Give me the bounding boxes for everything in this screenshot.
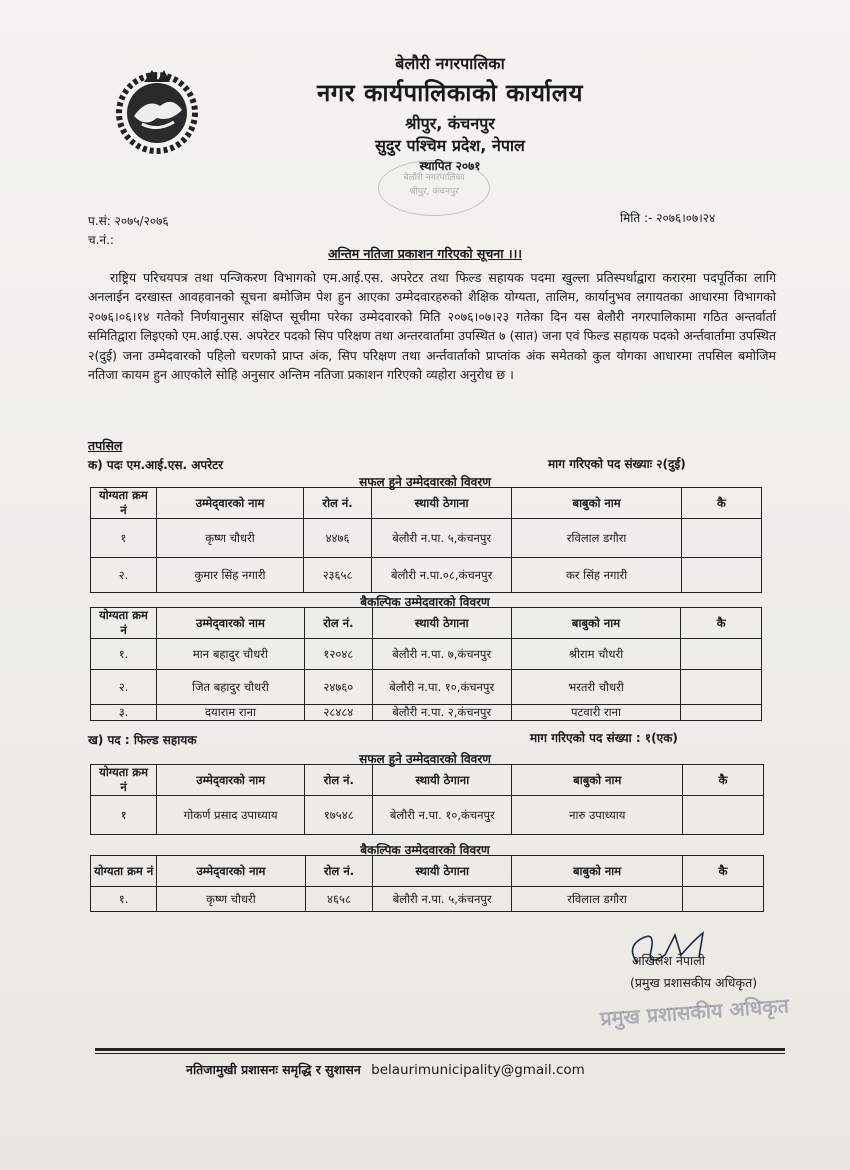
signatory-name: अखिलेश नेपाली [632, 953, 705, 968]
column-header: कै [683, 765, 764, 796]
office-province: सुदुर पश्चिम प्रदेश, नेपाल [375, 136, 525, 155]
designation-stamp: प्रमुख प्रशासकीय अधिकृत [599, 993, 790, 1031]
cell-name: कृष्ण चौधरी [157, 887, 305, 912]
cell-roll: १७५४८ [305, 796, 373, 835]
cell-rank: ३. [91, 705, 157, 721]
column-header: उम्मेद्‌वारको नाम [157, 608, 305, 639]
cell-address: बेलौरी न.पा. ७,कंचनपुर [372, 639, 511, 670]
cell-remarks [683, 796, 764, 835]
cell-name: कुमार सिंह नगारी [156, 558, 303, 593]
column-header: योग्यता क्रम नं [91, 488, 157, 519]
established-year: स्थापित २०७१ [419, 159, 481, 173]
cell-address: बेलौरी न.पा.०८,कंचनपुर [371, 558, 512, 593]
footer-email: belaurimunicipality@gmail.com [371, 1062, 585, 1078]
cell-remarks [681, 558, 761, 593]
cell-roll: २८४८४ [304, 705, 372, 721]
municipality-name: बेलौरी नगरपालिका [395, 54, 505, 73]
cell-remarks [681, 670, 762, 705]
column-header: स्थायी ठेगाना [371, 488, 512, 519]
cell-remarks [681, 639, 762, 670]
column-header: रोल नं. [305, 856, 373, 887]
alternate-caption-a: बैकल्पिक उम्मेदवारको विवरण [360, 595, 490, 609]
column-header: बाबुको नाम [512, 856, 683, 887]
cell-father: पटवारी राना [511, 705, 681, 721]
successful-table-b [90, 764, 764, 835]
notice-title: अन्तिम नतिजा प्रकाशन गरिएको सूचना ।।। [327, 246, 523, 261]
table-row [91, 887, 764, 912]
table-row [91, 558, 762, 593]
cell-father: श्रीराम चौधरी [511, 639, 681, 670]
cell-father: रविलाल डगौरा [512, 519, 681, 558]
cell-rank: १ [91, 519, 157, 558]
cell-name: मान बहादुर चौधरी [157, 639, 305, 670]
column-header: बाबुको नाम [512, 488, 681, 519]
column-header: कै [681, 488, 761, 519]
footer-slogan: नतिजामुखी प्रशासनः समृद्धि र सुशासन [186, 1062, 361, 1077]
dispatch-number: च.नं.: [88, 233, 114, 247]
details-heading: तपसिल [88, 438, 123, 453]
office-stamp-watermark: बेलौरी नगरपालिका श्रीपुर, कंचनपुर [378, 160, 490, 216]
cell-roll: २३६५८ [304, 558, 372, 593]
cell-rank: २. [91, 558, 157, 593]
cell-address: बेलौरी न.पा. २,कंचनपुर [372, 705, 511, 721]
successful-table-a [90, 487, 762, 593]
column-header: उम्मेद्‌वारको नाम [157, 856, 305, 887]
demand-count-a: माग गरिएको पद संख्याः २(दुई) [548, 457, 686, 471]
cell-remarks [681, 705, 762, 721]
column-header: योग्यता क्रम नं [91, 856, 157, 887]
table-row [91, 670, 762, 705]
cell-roll: १२०४८ [304, 639, 372, 670]
cell-name: जित बहादुर चौधरी [157, 670, 305, 705]
post-heading-a: क) पदः एम.आई.एस. अपरेटर [88, 458, 224, 472]
cell-roll: ४४७६ [304, 519, 372, 558]
alternate-table-a [90, 607, 762, 721]
column-header: योग्यता क्रम नं [91, 608, 157, 639]
cell-rank: २. [91, 670, 157, 705]
table-header-row [91, 608, 762, 639]
cell-rank: १. [91, 639, 157, 670]
letter-date: मिति :- २०७६।०७।२४ [620, 211, 716, 225]
table-header-row [91, 488, 762, 519]
alternate-caption-b: बैकल्पिक उम्मेदवारको विवरण [360, 843, 490, 857]
cell-father: भरतरी चौधरी [511, 670, 681, 705]
cell-father: रविलाल डगौरा [512, 887, 683, 912]
column-header: स्थायी ठेगाना [372, 608, 511, 639]
cell-address: बेलौरी न.पा. १०,कंचनपुर [373, 796, 512, 835]
column-header: स्थायी ठेगाना [373, 856, 512, 887]
cell-roll: २४७६० [304, 670, 372, 705]
column-header: कै [682, 856, 763, 887]
cell-rank: १ [91, 796, 157, 835]
column-header: बाबुको नाम [511, 608, 681, 639]
column-header: कै [681, 608, 762, 639]
column-header: रोल नं. [304, 488, 372, 519]
column-header: योग्यता क्रम नं [91, 765, 157, 796]
cell-address: बेलौरी न.पा. ५,कंचनपुर [371, 519, 512, 558]
footer-rule-thin [95, 1053, 785, 1054]
column-header: बाबुको नाम [512, 765, 683, 796]
column-header: रोल नं. [304, 608, 372, 639]
table-header-row [91, 765, 764, 796]
alternate-table-b [90, 855, 764, 912]
successful-caption-b: सफल हुने उम्मेदवारको विवरण [359, 752, 491, 766]
cell-father: कर सिंह नगारी [512, 558, 681, 593]
table-header-row [91, 856, 764, 887]
cell-rank: १. [91, 887, 157, 912]
signatory-designation: (प्रमुख प्रशासकीय अधिकृत) [630, 975, 758, 990]
footer-rule [95, 1048, 785, 1051]
column-header: स्थायी ठेगाना [373, 765, 512, 796]
office-location: श्रीपुर, कंचनपुर [405, 114, 495, 133]
cell-remarks [681, 519, 761, 558]
table-row [91, 796, 764, 835]
cell-address: बेलौरी न.पा. ५,कंचनपुर [373, 887, 512, 912]
column-header: उम्मेद्‌वारको नाम [156, 488, 303, 519]
reference-number: प.सं: २०७५/२०७६ [88, 214, 169, 228]
cell-remarks [682, 887, 763, 912]
footer [186, 1061, 585, 1078]
successful-caption-a: सफल हुने उम्मेदवारको विवरण [359, 475, 491, 489]
office-name: नगर कार्यपालिकाको कार्यालय [316, 79, 584, 107]
cell-father: नारु उपाध्याय [512, 796, 683, 835]
column-header: उम्मेद्‌वारको नाम [157, 765, 305, 796]
table-row [91, 705, 762, 721]
demand-count-b: माग गरिएको पद संख्या : १(एक) [530, 731, 678, 745]
table-row [91, 519, 762, 558]
cell-name: कृष्ण चौधरी [156, 519, 303, 558]
cell-roll: ४६५८ [305, 887, 373, 912]
cell-name: दयाराम राना [157, 705, 305, 721]
post-heading-b: ख) पद : फिल्ड सहायक [88, 733, 197, 747]
notice-body: राष्ट्रिय परिचयपत्र तथा पन्जिकरण विभागको एम.आई.एस. अपरेटर तथा फिल्ड सहायक पदमा खुल्ला प्रतिस्पर्धाद्वारा करारमा पदपूर्तिका लागि अनलाईन दरखास्त आवहवानको सूचना बमोजिम पेश हुन आएका उम्मेदवारहरुको शैक्षिक योग्यता, तालिम, कार्यानुभव लगायतका आधारमा विभागको २०७६।०६।१४ गतेको निर्णयानुसार संक्षिप्त सूचीमा परेका उम्मेदवारको मिति २०७६।०७।२३ गतेका दिन यस बेलौरी नगरपालिकामा गठित अन्तर्वार्ता समितिद्वारा लिइएको एम.आई.एस. अपरेटर पदको सिप परिक्षण तथा अन्तरवार्तामा उपस्थित ७ (सात) जना एवं फिल्ड सहायक पदको अर्न्तवार्तामा उपस्थित २(दुई) जना उम्मेदवारको पहिलो चरणको प्राप्त अंक, सिप परिक्षण तथा अर्न्तवार्ताको प्राप्तांक अंक समेतको कुल योगका आधारमा तपसिल बमोजिम नतिजा कायम हुन आएकोले सोहि अनुसार अन्तिम नतिजा प्रकाशन गरिएको व्यहोरा अनुरोध छ । [88, 270, 776, 383]
cell-name: गोकर्ण प्रसाद उपाध्याय [157, 796, 305, 835]
column-header: रोल नं. [305, 765, 373, 796]
table-row [91, 639, 762, 670]
cell-address: बेलौरी न.पा. १०,कंचनपुर [372, 670, 511, 705]
